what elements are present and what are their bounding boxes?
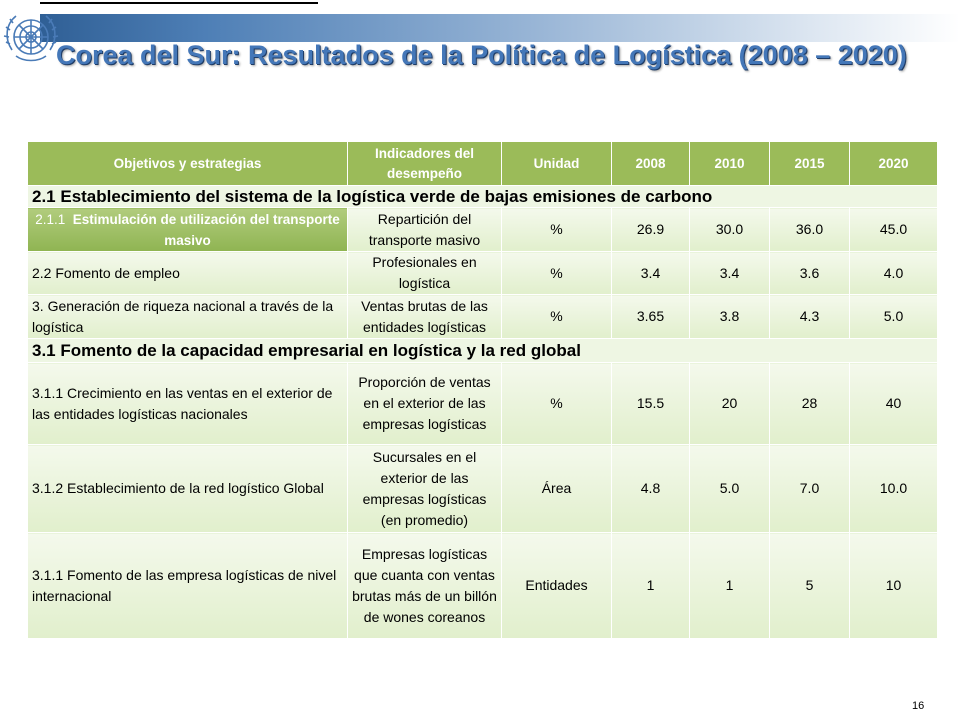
header-2010: 2010 [690, 142, 770, 186]
value-2020: 40 [850, 363, 938, 445]
value-2015: 36.0 [770, 208, 850, 252]
header-unit: Unidad [502, 142, 612, 186]
unit-cell: % [502, 208, 612, 252]
table-row [28, 533, 938, 639]
objective-cell: 3.1.1 Crecimiento en las ventas en el exterior de las entidades logísticas nacionales [28, 363, 348, 445]
section-row-green-logistics [28, 186, 938, 208]
unit-cell: Área [502, 445, 612, 533]
value-2010: 1 [690, 533, 770, 639]
indicator-cell: Sucursales en el exterior de las empresas logísticas (en promedio) [348, 445, 502, 533]
value-2008: 1 [612, 533, 690, 639]
value-2020: 5.0 [850, 295, 938, 339]
indicator-cell: Repartición del transporte masivo [348, 208, 502, 252]
objective-cell: 2.2 Fomento de empleo [28, 252, 348, 295]
page-number: 16 [912, 700, 925, 712]
value-2020: 45.0 [850, 208, 938, 252]
value-2015: 3.6 [770, 252, 850, 295]
value-2015: 7.0 [770, 445, 850, 533]
header-2015: 2015 [770, 142, 850, 186]
indicator-cell: Empresas logísticas que cuanta con ventas brutas más de un billón de wones coreanos [348, 533, 502, 639]
section-row-business-capacity [28, 339, 938, 363]
unit-cell: Entidades [502, 533, 612, 639]
objective-cell: 3.1.1 Fomento de las empresa logísticas de nivel internacional [28, 533, 348, 639]
table-row [28, 445, 938, 533]
objective-text: Estimulación de utilización del transporte masivo [72, 211, 340, 248]
value-2015: 4.3 [770, 295, 850, 339]
value-2010: 3.8 [690, 295, 770, 339]
unit-cell: % [502, 295, 612, 339]
value-2008: 15.5 [612, 363, 690, 445]
table-row [28, 295, 938, 339]
header-objectives: Objetivos y estrategias [28, 142, 348, 186]
indicator-cell: Profesionales en logística [348, 252, 502, 295]
indicator-cell: Proporción de ventas en el exterior de las empresas logísticas [348, 363, 502, 445]
indicator-cell: Ventas brutas de las entidades logísticas [348, 295, 502, 339]
table-row [28, 363, 938, 445]
top-rule [40, 2, 318, 4]
value-2010: 20 [690, 363, 770, 445]
value-2015: 5 [770, 533, 850, 639]
header-2020: 2020 [850, 142, 938, 186]
value-2008: 26.9 [612, 208, 690, 252]
table-header-row [28, 142, 938, 186]
value-2020: 10 [850, 533, 938, 639]
un-emblem-icon [0, 6, 62, 68]
value-2015: 28 [770, 363, 850, 445]
section-title: 2.1 Establecimiento del sistema de la logística verde de bajas emisiones de carbono [28, 186, 938, 208]
objective-number: 2.1.1 [35, 211, 66, 227]
page-title: Corea del Sur: Resultados de la Política de Logística (2008 – 2020) [56, 40, 907, 70]
header-indicators: Indicadores del desempeño [348, 142, 502, 186]
value-2008: 3.65 [612, 295, 690, 339]
unit-cell: % [502, 252, 612, 295]
value-2020: 10.0 [850, 445, 938, 533]
value-2020: 4.0 [850, 252, 938, 295]
header-2008: 2008 [612, 142, 690, 186]
objective-cell: 3.1.2 Establecimiento de la red logístico Global [28, 445, 348, 533]
value-2010: 30.0 [690, 208, 770, 252]
logistics-results-table [27, 141, 938, 639]
value-2008: 3.4 [612, 252, 690, 295]
objective-cell [28, 208, 348, 252]
unit-cell: % [502, 363, 612, 445]
table-row [28, 252, 938, 295]
objective-cell: 3. Generación de riqueza nacional a través de la logística [28, 295, 348, 339]
value-2010: 5.0 [690, 445, 770, 533]
table-row [28, 208, 938, 252]
value-2008: 4.8 [612, 445, 690, 533]
section-title: 3.1 Fomento de la capacidad empresarial en logística y la red global [28, 339, 938, 363]
value-2010: 3.4 [690, 252, 770, 295]
